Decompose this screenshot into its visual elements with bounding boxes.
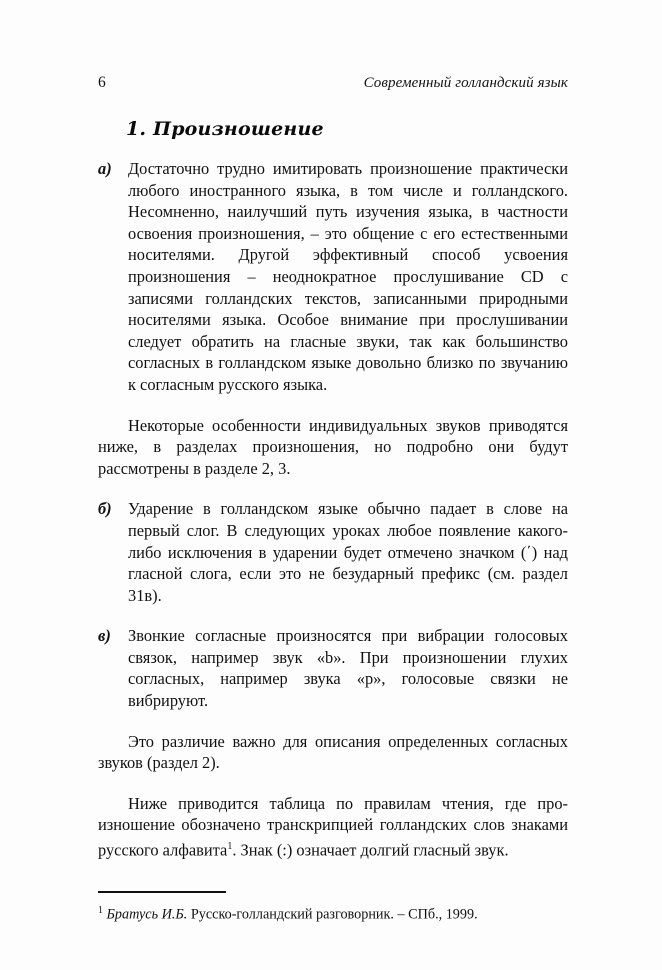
paragraph-note-2: Это различие важно для описания определенных согласных звуков (раздел 2). bbox=[98, 731, 568, 773]
paragraph-text-a: Достаточно трудно имитировать произношение практически любого иностранного языка, в том числе и голландского. Несомненно, наилучший путь изучения языка, в частности освоения произношения, – это общение с его естественными носителями. Другой эффективный способ усвоения произношения – неоднократное прослушивание CD с записями голландских текстов, записанными природными носителями языка. Особое внимание при прослушивании следует обратить на гласные звуки, так как большинство согласных в голландском языке довольно близко по звучанию к согласным русского языка. bbox=[128, 159, 568, 394]
footnote-block bbox=[98, 891, 568, 924]
paragraph-note-3 bbox=[98, 793, 568, 861]
footnote-author: Братусь И.Б. bbox=[106, 906, 188, 923]
footnote-text bbox=[98, 901, 568, 925]
footnote-marker: 1 bbox=[98, 904, 103, 916]
paragraph-a bbox=[98, 158, 568, 396]
paragraph-marker-a: а) bbox=[98, 159, 112, 178]
paragraph-v bbox=[98, 625, 568, 711]
footnote-rest: Русско-голландский разговорник. – СПб., 1999. bbox=[187, 906, 478, 923]
paragraph-note-1: Некоторые особенности индивидуальных звуков приводятся ниже, в разделах произношения, но подробно они будут рассмотрены в разделе 2, 3. bbox=[98, 415, 568, 478]
paragraph-text-b: Ударение в голландском языке обычно падает в слове на первый слог. В следующих уроках любое появление какого-либо исключения в ударении будет отмечено значком (΄) над гласной слога, если это не безударный префикс (см. раздел 31в). bbox=[128, 499, 568, 605]
paragraph-note-3-post: . Знак (:) означает долгий гласный звук. bbox=[232, 840, 509, 860]
paragraph-marker-v: в) bbox=[98, 626, 111, 646]
paragraph-note-3-pre: Ниже приводится таблица по правилам чтения, где произношение обозначено транскрипцией голландских слов знаками русского алфавита bbox=[98, 793, 568, 860]
running-title: Современный голландский язык bbox=[363, 75, 568, 91]
page-content bbox=[98, 74, 568, 924]
footnote-reference: 1 bbox=[227, 841, 233, 853]
paragraph-marker-b: б) bbox=[98, 499, 112, 519]
page-header bbox=[98, 74, 568, 92]
footnote-divider bbox=[98, 891, 226, 893]
page-number: 6 bbox=[98, 74, 106, 91]
paragraph-text-v: Звонкие согласные произносятся при вибрации голосовых связок, например звук «b». При произношении глухих согласных, например звука «p», голосовые связки не вибрируют. bbox=[128, 626, 568, 711]
section-title: 1. Произношение bbox=[126, 118, 324, 140]
paragraph-b bbox=[98, 498, 568, 606]
